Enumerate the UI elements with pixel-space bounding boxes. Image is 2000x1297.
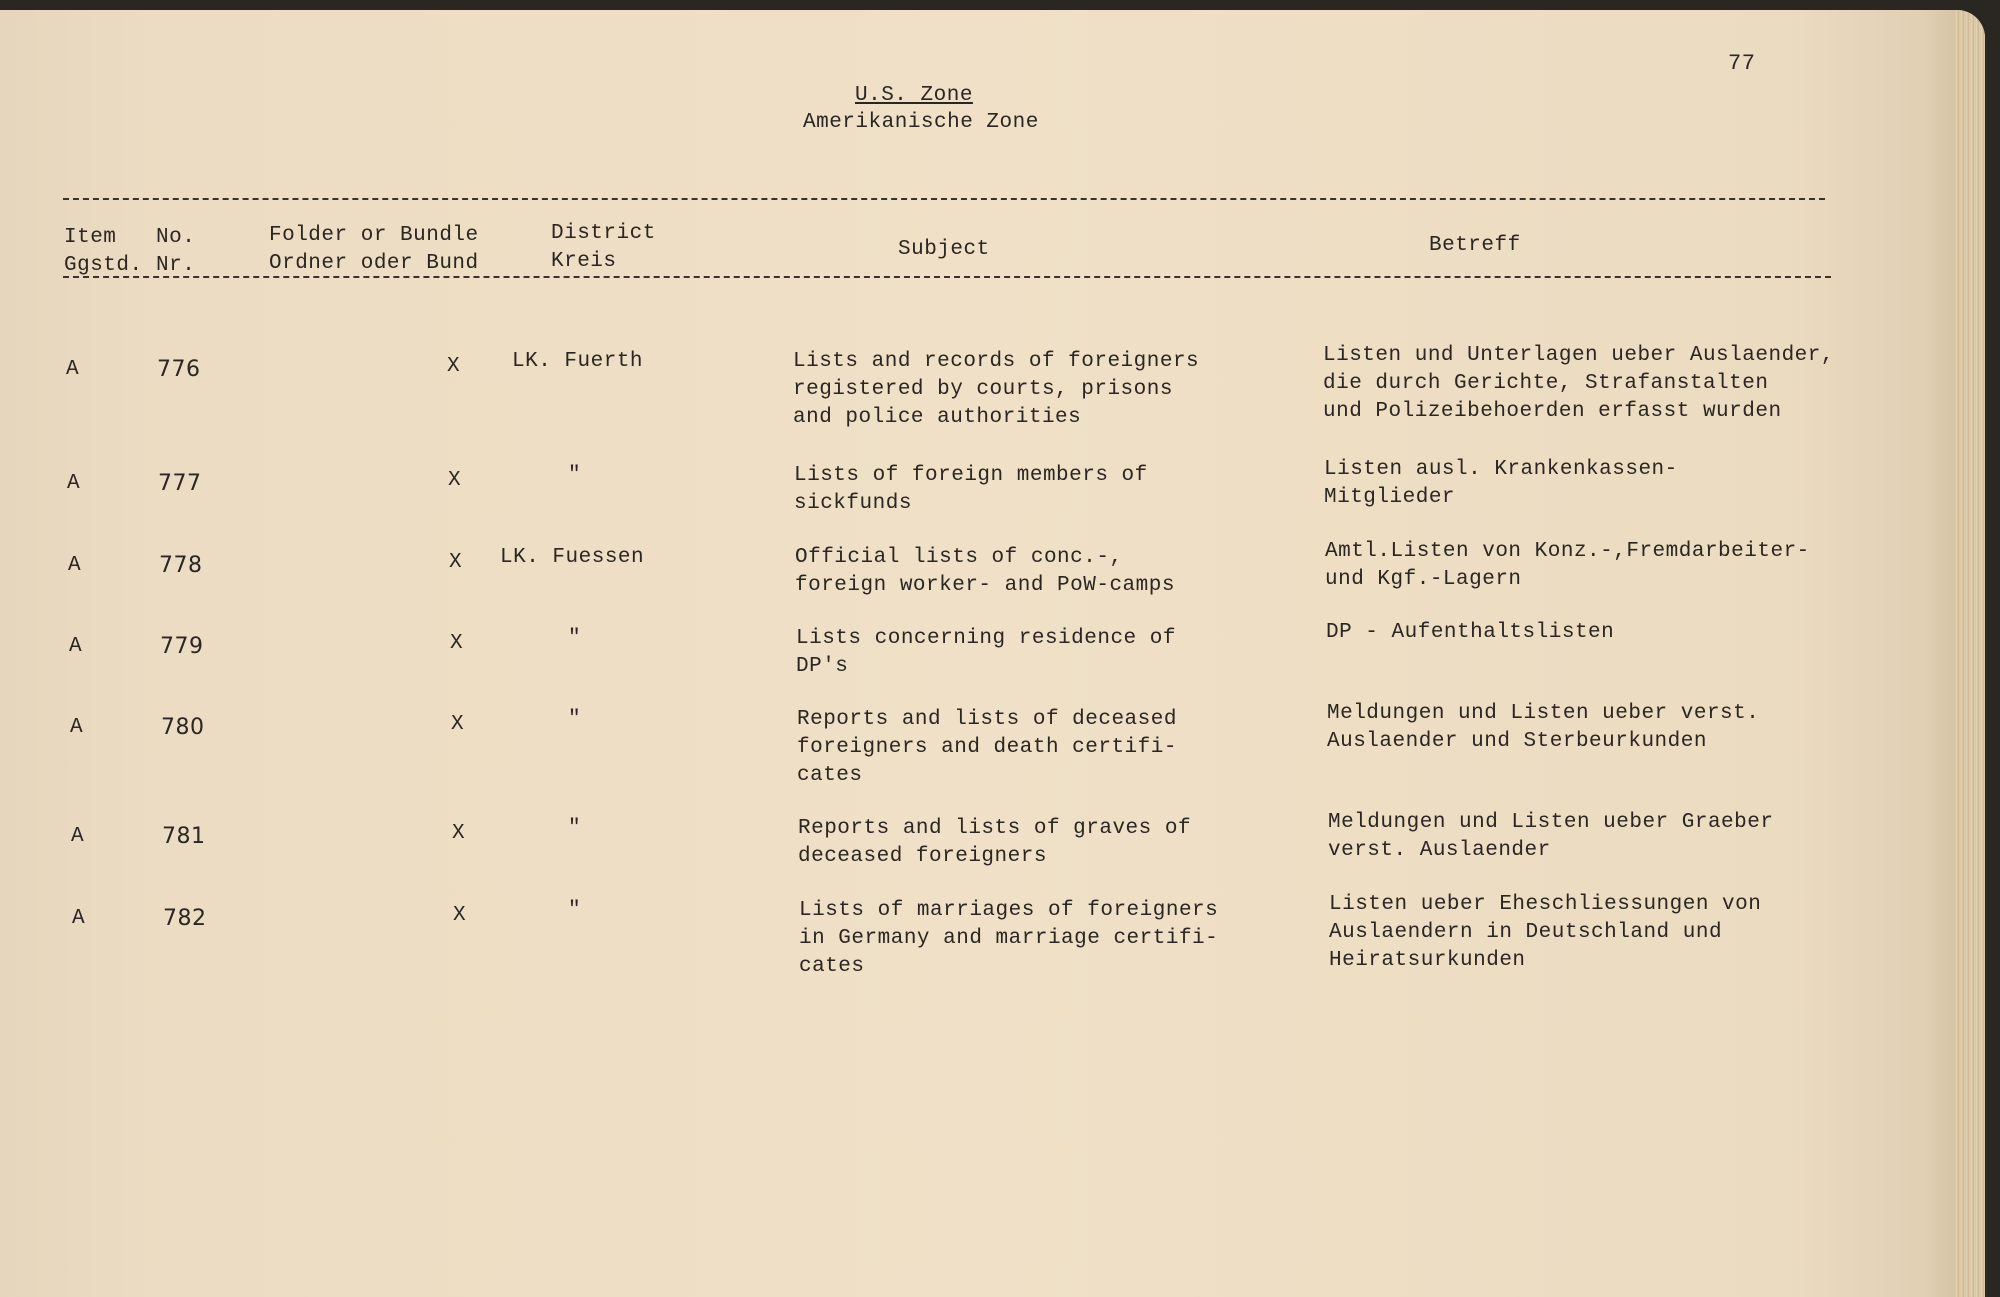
cell-subject: Official lists of conc.-, foreign worker- and PoW-camps — [795, 546, 1175, 597]
page-number: 77 — [1728, 51, 1756, 76]
cell-item: A — [66, 358, 80, 381]
cell-folder: X — [447, 355, 461, 378]
cell-item: A — [70, 716, 84, 739]
cell-folder: X — [452, 822, 466, 845]
cell-no: 779 — [160, 634, 204, 659]
cell-folder: X — [450, 632, 464, 655]
header-rule-top — [63, 198, 1825, 200]
header-rule-bottom — [63, 276, 1831, 278]
cell-folder: X — [449, 551, 463, 574]
cell-betreff: Meldungen und Listen ueber verst. Auslaender und Sterbeurkunden — [1327, 702, 1760, 753]
cell-district: LK. Fuerth — [512, 350, 644, 373]
cell-item: A — [69, 635, 83, 658]
cell-betreff: Amtl.Listen von Konz.-,Fremdarbeiter- und Kgf.-Lagern — [1325, 540, 1810, 591]
page-edge — [1955, 10, 1985, 1297]
cell-no: 781 — [162, 824, 206, 849]
cell-betreff: Listen ausl. Krankenkassen- Mitglieder — [1324, 458, 1678, 509]
cell-folder: X — [448, 469, 462, 492]
cell-item: A — [72, 907, 86, 930]
cell-subject: Lists of marriages of foreigners in Germany and marriage certifi- cates — [799, 899, 1219, 978]
cell-district: " — [568, 899, 582, 922]
cell-no: 776 — [157, 357, 201, 382]
cell-no: 777 — [158, 471, 202, 496]
cell-district: LK. Fuessen — [500, 546, 645, 569]
subtitle-zone: Amerikanische Zone — [803, 111, 1039, 134]
header-item: Item Ggstd. — [64, 226, 143, 277]
cell-subject: Lists concerning residence of DP's — [796, 627, 1176, 678]
cell-folder: X — [451, 713, 465, 736]
cell-subject: Reports and lists of deceased foreigners and death certifi- cates — [797, 708, 1177, 787]
cell-no: 778 — [159, 553, 203, 578]
cell-betreff: Listen und Unterlagen ueber Auslaender, die durch Gerichte, Strafanstalten und Polizeibehoerden erfasst wurden — [1323, 344, 1834, 423]
cell-folder: X — [453, 904, 467, 927]
cell-subject: Reports and lists of graves of deceased foreigners — [798, 817, 1192, 868]
cell-district: " — [568, 464, 582, 487]
cell-item: A — [71, 825, 85, 848]
cell-no: 782 — [163, 906, 207, 931]
cell-subject: Lists of foreign members of sickfunds — [794, 464, 1148, 515]
cell-district: " — [568, 627, 582, 650]
header-folder: Folder or Bundle Ordner oder Bund — [269, 224, 479, 275]
cell-item: A — [68, 554, 82, 577]
cell-betreff: Listen ueber Eheschliessungen von Auslaendern in Deutschland und Heiratsurkunden — [1329, 893, 1762, 972]
cell-betreff: DP - Aufenthaltslisten — [1326, 621, 1615, 644]
header-no: No. Nr. — [156, 226, 196, 277]
cell-district: " — [568, 817, 582, 840]
cell-subject: Lists and records of foreigners registered by courts, prisons and police authorities — [793, 350, 1200, 429]
cell-district: " — [568, 708, 582, 731]
header-district: District Kreis — [551, 222, 656, 273]
cell-item: A — [67, 472, 81, 495]
header-subject: Subject — [898, 238, 990, 261]
document-page — [0, 10, 1985, 1297]
cell-no: 780 — [161, 715, 205, 740]
title-zone: U.S. Zone — [855, 84, 973, 107]
header-betreff: Betreff — [1429, 234, 1521, 257]
cell-betreff: Meldungen und Listen ueber Graeber verst. Auslaender — [1328, 811, 1774, 862]
